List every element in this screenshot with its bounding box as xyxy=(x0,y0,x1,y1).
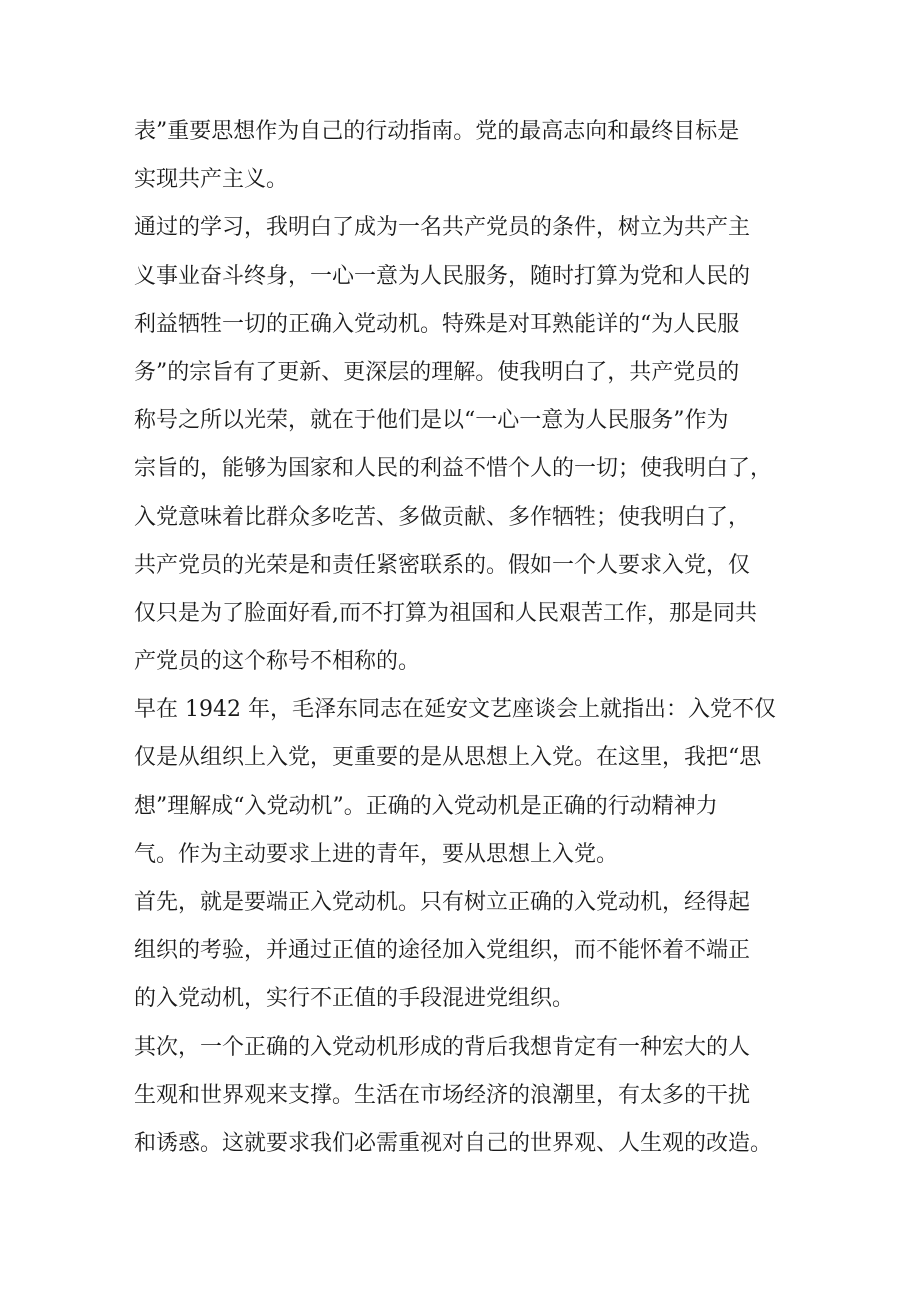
text-line: 仅是从组织上入党，更重要的是从思想上入党。在这里，我把“思 xyxy=(134,745,762,771)
text-line: 和诱惑。这就要求我们必需重视对自己的世界观、人生观的改造。 xyxy=(134,1130,773,1156)
text-line: 表”重要思想作为自己的行动指南。党的最高志向和最终目标是 xyxy=(134,119,740,144)
text-line: 想”理解成“入党动机”。正确的入党动机是正确的行动精神力 xyxy=(134,793,718,819)
text-line: 首先，就是要端正入党动机。只有树立正确的入党动机，经得起 xyxy=(134,890,751,915)
text-line: 产党员的这个称号不相称的。 xyxy=(134,649,421,675)
document-body xyxy=(134,108,794,1168)
text-line: 义事业奋斗终身，一心一意为人民服务，随时打算为党和人民的 xyxy=(134,263,751,289)
text-line: 利益牺牲一切的正确入党动机。特殊是对耳熟能详的“为人民服 xyxy=(134,311,740,337)
text-line: 实现共产主义。 xyxy=(134,167,289,193)
text-line: 早在 1942 年，毛泽东同志在延安文艺座谈会上就指出：入党不仅 xyxy=(134,697,776,723)
text-line: 组织的考验，并通过正值的途径加入党组织，而不能怀着不端正 xyxy=(134,938,751,964)
text-line: 气。作为主动要求上进的青年，要从思想上入党。 xyxy=(134,841,619,867)
text-line: 其次，一个正确的入党动机形成的背后我想肯定有一种宏大的人 xyxy=(134,1034,751,1060)
text-line: 通过的学习，我明白了成为一名共产党员的条件，树立为共产主 xyxy=(134,215,751,241)
text-line: 称号之所以光荣，就在于他们是以“一心一意为人民服务”作为 xyxy=(134,408,729,434)
text-line: 仅只是为了脸面好看,而不打算为祖国和人民艰苦工作，那是同共 xyxy=(134,600,757,626)
text-line: 务”的宗旨有了更新、更深层的理解。使我明白了，共产党员的 xyxy=(134,359,740,385)
text-line: 宗旨的，能够为国家和人民的利益不惜个人的一切；使我明白了， xyxy=(134,456,773,482)
text-line: 生观和世界观来支撑。生活在市场经济的浪潮里，有太多的干扰 xyxy=(134,1082,751,1108)
text-line: 的入党动机，实行不正值的手段混进党组织。 xyxy=(134,986,575,1012)
text-line: 共产党员的光荣是和责任紧密联系的。假如一个人要求入党，仅 xyxy=(134,552,751,578)
text-line: 入党意味着比群众多吃苦、多做贡献、多作牺牲；使我明白了， xyxy=(134,504,751,530)
